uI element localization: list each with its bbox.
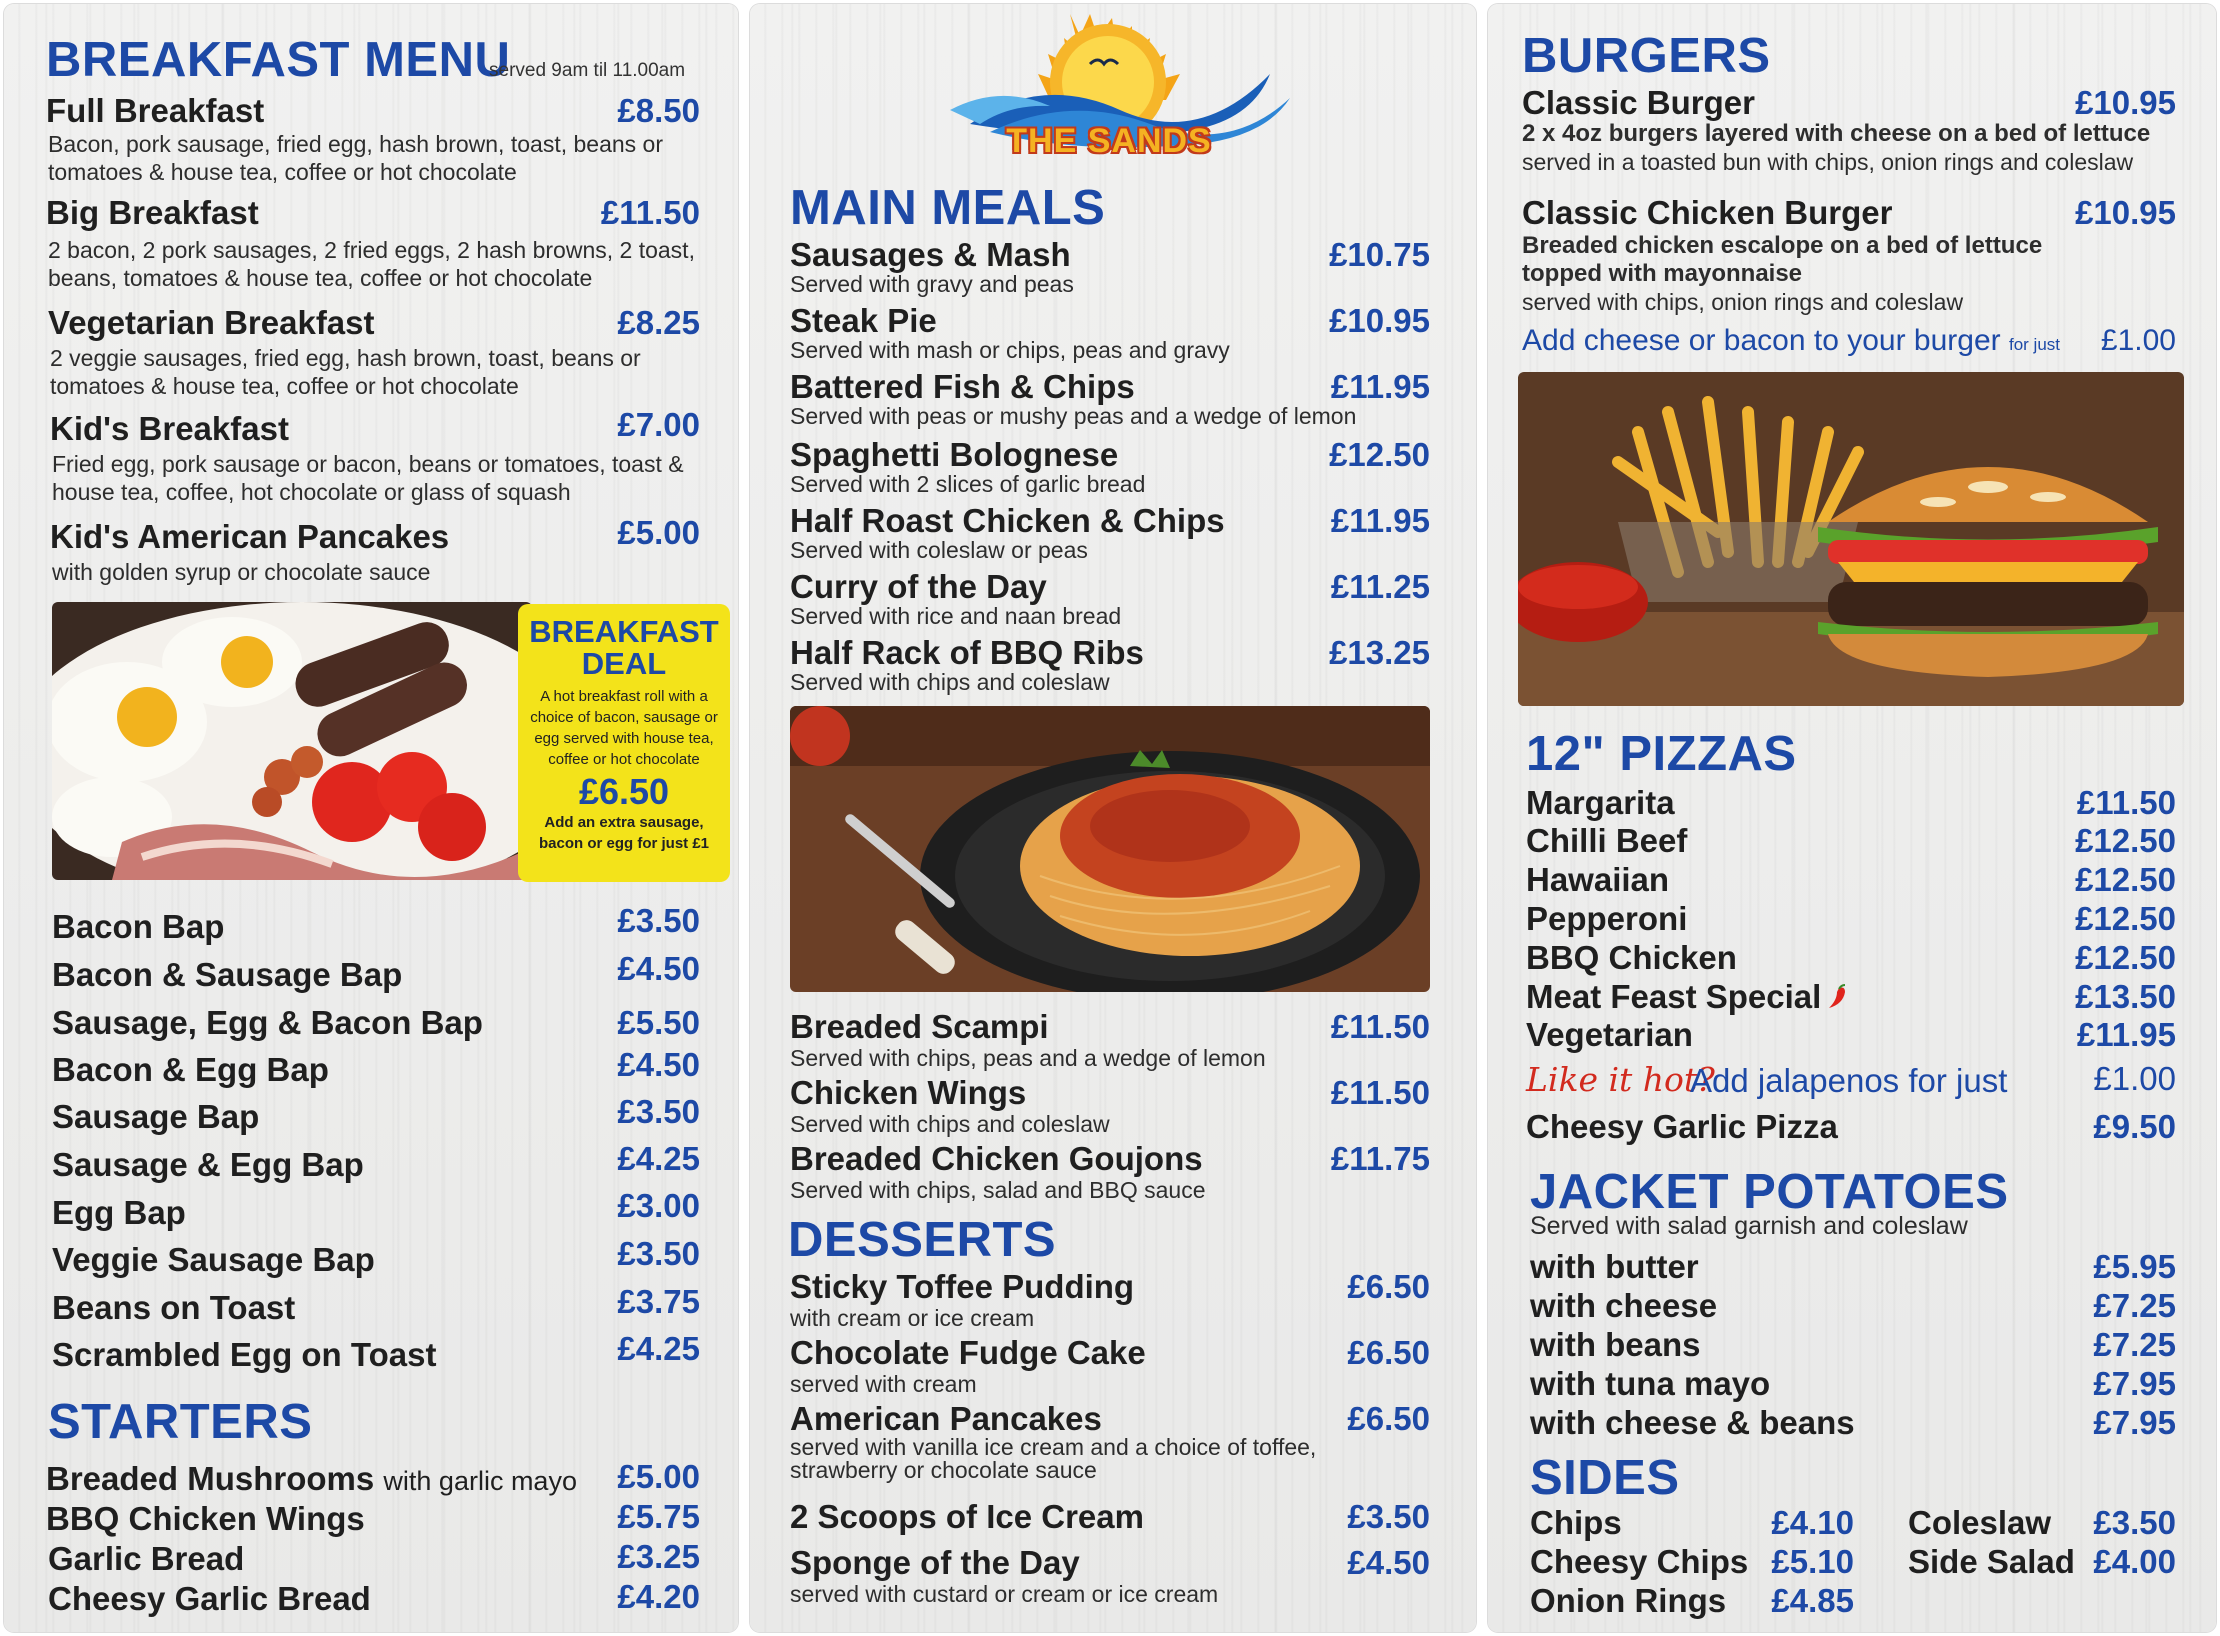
menu-item-name: Kid's American Pancakes	[50, 518, 450, 555]
menu-item-name: Steak Pie	[790, 302, 937, 339]
jacket-item-price: £7.95	[2093, 1365, 2176, 1402]
menu-item-description: Fried egg, pork sausage or bacon, beans or tomatoes, toast & house tea, coffee, hot chocolate or glass of squash	[52, 451, 684, 505]
jacket-item-name: with beans	[1530, 1326, 1701, 1363]
jacket-item-name: with cheese	[1530, 1287, 1718, 1324]
bap-item-name: Egg Bap	[52, 1194, 186, 1231]
dessert-item-name: Sticky Toffee Pudding	[790, 1268, 1135, 1305]
jacket-item-name: with cheese & beans	[1530, 1404, 1855, 1441]
bap-item-price: £3.75	[617, 1283, 700, 1320]
starter-item-price: £4.20	[617, 1578, 700, 1615]
bap-item-price: £3.00	[617, 1187, 700, 1224]
bap-item-name: Bacon & Egg Bap	[52, 1051, 329, 1088]
menu-item-name: Breaded Chicken Goujons	[790, 1140, 1203, 1177]
dessert-item-description: with cream or ice cream	[790, 1305, 1035, 1331]
burger-item-price: £10.95	[2075, 194, 2176, 231]
side-item-name: Coleslaw	[1908, 1504, 2052, 1541]
pizza-item-name: BBQ Chicken	[1526, 939, 1737, 976]
menu-item-price: £12.50	[1329, 436, 1430, 473]
menu-item-price: £7.00	[617, 406, 700, 443]
pizza-item-name: Chilli Beef	[1526, 822, 1688, 859]
burger-item-description: served with chips, onion rings and coleslaw	[1522, 289, 1964, 315]
menu-item-description: Served with rice and naan bread	[790, 603, 1122, 629]
burger-addon-price: £1.00	[2100, 324, 2176, 357]
bap-item-price: £3.50	[617, 1235, 700, 1272]
starter-item-price: £3.25	[617, 1538, 700, 1575]
starter-item-name: BBQ Chicken Wings	[46, 1500, 365, 1537]
starter-item-price: £5.00	[617, 1458, 700, 1495]
addon-small: for just	[2008, 335, 2061, 354]
bap-item-price: £4.25	[617, 1140, 700, 1177]
burger-item-description-bold: 2 x 4oz burgers layered with cheese on a bed of lettuce	[1522, 120, 2151, 147]
burger-addon-text	[1522, 324, 2060, 358]
jalapenos-price: £1.00	[2093, 1060, 2176, 1097]
jacket-subtitle: Served with salad garnish and coleslaw	[1530, 1212, 1968, 1240]
bap-item-name: Sausage Bap	[52, 1098, 260, 1135]
menu-item-name: Full Breakfast	[46, 92, 265, 129]
side-item-price: £4.10	[1771, 1504, 1854, 1541]
dessert-item-description: served with vanilla ice cream and a choice of toffee, strawberry or chocolate sauce	[790, 1434, 1317, 1483]
menu-item-price: £10.75	[1329, 236, 1430, 273]
jacket-item-price: £5.95	[2093, 1248, 2176, 1285]
burger-photo	[1518, 372, 2184, 706]
menu-item-name: Spaghetti Bolognese	[790, 436, 1119, 473]
dessert-item-price: £6.50	[1347, 1400, 1430, 1437]
burger-item-name: Classic Burger	[1522, 84, 1755, 121]
pizza-item-name: Cheesy Garlic Pizza	[1526, 1108, 1838, 1145]
menu-item-description: Served with chips, peas and a wedge of lemon	[790, 1045, 1266, 1071]
menu-item-name: Half Roast Chicken & Chips	[790, 502, 1225, 539]
menu-item-price: £5.00	[617, 514, 700, 551]
pizza-item-price: £12.50	[2075, 822, 2176, 859]
bap-item-price: £4.50	[617, 950, 700, 987]
pizza-item-name: Hawaiian	[1526, 861, 1670, 898]
starter-item-name	[46, 1460, 577, 1498]
starter-name-text: Breaded Mushrooms	[46, 1460, 375, 1497]
chilli-icon	[1825, 980, 1849, 1018]
side-item-price: £4.00	[2093, 1543, 2176, 1580]
bap-item-name: Beans on Toast	[52, 1289, 296, 1326]
burger-item-price: £10.95	[2075, 84, 2176, 121]
menu-item-price: £11.50	[1330, 1074, 1430, 1111]
jacket-item-price: £7.25	[2093, 1326, 2176, 1363]
burger-item-description-bold: Breaded chicken escalope on a bed of lettuce topped with mayonnaise	[1522, 232, 2043, 287]
deal-price: £6.50	[578, 771, 670, 812]
pizzas-title: 12" PIZZAS	[1526, 727, 1797, 781]
dessert-item-name: Sponge of the Day	[790, 1544, 1080, 1581]
main-meals-title: MAIN MEALS	[790, 181, 1106, 235]
bap-item-name: Scrambled Egg on Toast	[52, 1336, 437, 1373]
starters-title: STARTERS	[48, 1395, 313, 1449]
menu-item-name: Half Rack of BBQ Ribs	[790, 634, 1144, 671]
side-item-price: £4.85	[1771, 1582, 1854, 1619]
menu-item-price: £13.25	[1329, 634, 1430, 671]
dessert-item-price: £6.50	[1347, 1334, 1430, 1371]
bap-item-name: Bacon & Sausage Bap	[52, 956, 403, 993]
deal-title-line1: BREAKFAST	[529, 614, 719, 649]
pizza-item-price: £9.50	[2093, 1108, 2176, 1145]
jacket-item-name: with tuna mayo	[1530, 1365, 1771, 1402]
main-meals-panel	[750, 4, 1476, 1632]
bap-item-price: £5.50	[617, 1004, 700, 1041]
menu-item-name: Sausages & Mash	[790, 236, 1071, 273]
bap-item-name: Sausage, Egg & Bacon Bap	[52, 1004, 483, 1041]
menu-item-description: Served with 2 slices of garlic bread	[790, 471, 1146, 497]
starter-note: with garlic mayo	[383, 1466, 577, 1496]
menu-item-price: £8.50	[617, 92, 700, 129]
jacket-item-price: £7.25	[2093, 1287, 2176, 1324]
dessert-item-description: served with custard or cream or ice cream	[790, 1581, 1219, 1607]
burgers-panel	[1488, 4, 2216, 1632]
dessert-item-name: 2 Scoops of Ice Cream	[790, 1498, 1144, 1535]
menu-item-name: Breaded Scampi	[790, 1008, 1049, 1045]
menu-item-price: £8.25	[617, 304, 700, 341]
like-it-hot-script: Like it hot?	[1526, 1060, 1715, 1099]
pizza-item-price: £12.50	[2075, 939, 2176, 976]
pizza-item-price: £12.50	[2075, 861, 2176, 898]
burger-item-description: served in a toasted bun with chips, onion rings and coleslaw	[1522, 149, 2134, 175]
menu-item-name: Chicken Wings	[790, 1074, 1027, 1111]
menu-item-price: £11.50	[1330, 1008, 1430, 1045]
deal-description: A hot breakfast roll with a choice of bacon, sausage or egg served with house tea, coffee or hot chocolate	[530, 688, 718, 768]
pizza-name-text: Meat Feast Special	[1526, 978, 1822, 1015]
dessert-item-price: £6.50	[1347, 1268, 1430, 1305]
side-item-name: Chips	[1530, 1504, 1622, 1541]
jacket-item-price: £7.95	[2093, 1404, 2176, 1441]
menu-item-description: Served with chips, salad and BBQ sauce	[790, 1177, 1206, 1203]
pizza-item-name	[1526, 978, 1849, 1018]
dessert-item-name: Chocolate Fudge Cake	[790, 1334, 1146, 1371]
side-item-name: Side Salad	[1908, 1543, 2075, 1580]
burgers-title: BURGERS	[1522, 29, 1771, 83]
bap-item-price: £4.50	[617, 1046, 700, 1083]
bap-item-name: Veggie Sausage Bap	[52, 1241, 375, 1278]
bap-item-name: Sausage & Egg Bap	[52, 1146, 364, 1183]
menu-item-name: Curry of the Day	[790, 568, 1047, 605]
pizza-item-price: £11.50	[2076, 784, 2176, 821]
breakfast-panel	[4, 4, 738, 1632]
logo-text: THE SANDS	[1006, 122, 1212, 160]
starter-item-price: £5.75	[617, 1498, 700, 1535]
deal-extra: Add an extra sausage, bacon or egg for just £1	[538, 814, 710, 852]
breakfast-photo	[52, 602, 532, 880]
menu-item-name: Big Breakfast	[46, 194, 259, 231]
jalapenos-text: Add jalapenos for just	[1690, 1062, 2008, 1099]
dessert-item-name: American Pancakes	[790, 1400, 1102, 1437]
menu-item-name: Battered Fish & Chips	[790, 368, 1135, 405]
side-item-price: £3.50	[2093, 1504, 2176, 1541]
sides-title: SIDES	[1530, 1451, 1680, 1505]
menu-item-price: £10.95	[1329, 302, 1430, 339]
jacket-potatoes-title: JACKET POTATOES	[1530, 1165, 2009, 1219]
bap-item-price: £3.50	[617, 1093, 700, 1130]
menu-item-description: Bacon, pork sausage, fried egg, hash brown, toast, beans or tomatoes & house tea, coffee or hot chocolate	[48, 131, 663, 185]
deal-title-line2: DEAL	[581, 646, 667, 681]
spaghetti-photo	[790, 706, 1430, 992]
pizza-item-name: Pepperoni	[1526, 900, 1688, 937]
side-item-name: Onion Rings	[1530, 1582, 1727, 1619]
pizza-item-price: £11.95	[2076, 1016, 2176, 1053]
dessert-item-price: £4.50	[1347, 1544, 1430, 1581]
menu-item-price: £11.95	[1330, 368, 1430, 405]
menu-item-description: Served with chips and coleslaw	[790, 669, 1110, 695]
menu-item-price: £11.95	[1330, 502, 1430, 539]
burger-item-name: Classic Chicken Burger	[1522, 194, 1893, 231]
addon-text: Add cheese or bacon to your burger	[1522, 324, 2001, 357]
jacket-item-name: with butter	[1530, 1248, 1699, 1285]
side-item-name: Cheesy Chips	[1530, 1543, 1749, 1580]
menu-item-price: £11.50	[600, 194, 700, 231]
menu-item-description: Served with peas or mushy peas and a wedge of lemon	[790, 403, 1357, 429]
pizza-item-name: Vegetarian	[1526, 1016, 1693, 1053]
bap-item-price: £4.25	[617, 1330, 700, 1367]
pizza-item-price: £12.50	[2075, 900, 2176, 937]
pizza-item-name: Margarita	[1526, 784, 1675, 821]
menu-item-description: with golden syrup or chocolate sauce	[52, 559, 431, 585]
starter-item-name: Garlic Bread	[48, 1540, 245, 1577]
breakfast-title: BREAKFAST MENU	[46, 33, 511, 87]
menu-item-description: 2 bacon, 2 pork sausages, 2 fried eggs, 2 hash browns, 2 toast, beans, tomatoes & house tea, coffee or hot chocolate	[48, 237, 695, 291]
bap-item-name: Bacon Bap	[52, 908, 225, 945]
desserts-title: DESSERTS	[788, 1213, 1057, 1267]
menu-item-name: Vegetarian Breakfast	[48, 304, 375, 341]
pizza-item-price: £13.50	[2075, 978, 2176, 1015]
menu-item-description: Served with mash or chips, peas and gravy	[790, 337, 1230, 363]
dessert-item-description: served with cream	[790, 1371, 977, 1397]
menu-item-description: 2 veggie sausages, fried egg, hash brown, toast, beans or tomatoes & house tea, coffee or hot chocolate	[50, 345, 641, 399]
menu-item-price: £11.75	[1330, 1140, 1430, 1177]
starter-item-name: Cheesy Garlic Bread	[48, 1580, 371, 1617]
menu-item-description: Served with coleslaw or peas	[790, 537, 1088, 563]
breakfast-deal-box	[518, 604, 730, 882]
menu-item-description: Served with chips and coleslaw	[790, 1111, 1110, 1137]
dessert-item-price: £3.50	[1347, 1498, 1430, 1535]
breakfast-served-hours: served 9am til 11.00am	[489, 60, 686, 81]
side-item-price: £5.10	[1771, 1543, 1854, 1580]
menu-item-name: Kid's Breakfast	[50, 410, 289, 447]
menu-item-description: Served with gravy and peas	[790, 271, 1074, 297]
bap-item-price: £3.50	[617, 902, 700, 939]
menu-item-price: £11.25	[1330, 568, 1430, 605]
